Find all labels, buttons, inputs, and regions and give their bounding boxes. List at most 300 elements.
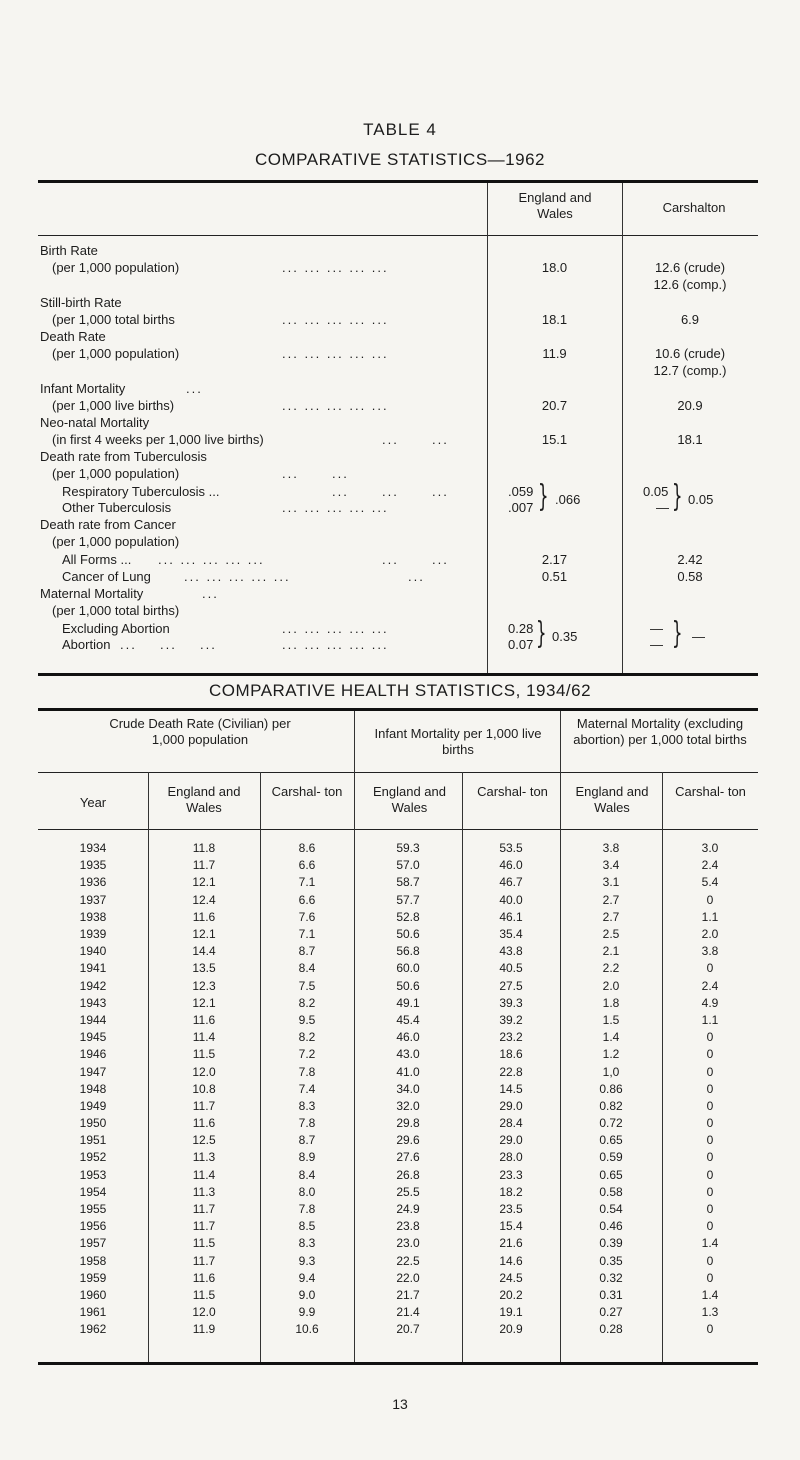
table-cell: 56.8 bbox=[396, 944, 420, 959]
table-cell: 9.9 bbox=[298, 1305, 316, 1320]
table-cell: 7.6 bbox=[298, 909, 316, 924]
table-cell: 11.7 bbox=[192, 1202, 216, 1217]
table-cell: 1951 bbox=[79, 1133, 107, 1148]
maternal-label: Maternal Mortality bbox=[40, 586, 144, 601]
table-cell: 2.0 bbox=[602, 978, 620, 993]
table-row bbox=[38, 874, 758, 891]
table-cell: 20.2 bbox=[499, 1287, 523, 1302]
table-cell: 24.9 bbox=[396, 1202, 420, 1217]
infant-mortality-ew: 20.7 bbox=[541, 398, 568, 413]
table-row bbox=[38, 909, 758, 926]
table-cell: 0.58 bbox=[599, 1184, 623, 1199]
table-cell: 2.5 bbox=[602, 927, 620, 942]
group-infant-mortality: Infant Mortality per 1,000 live births bbox=[374, 726, 542, 757]
leader-dots: ... bbox=[382, 484, 399, 499]
table-cell: 2.2 bbox=[602, 961, 620, 976]
table-cell: 27.6 bbox=[396, 1150, 420, 1165]
table-cell: 0 bbox=[706, 1202, 714, 1217]
table-cell: 1962 bbox=[79, 1322, 107, 1337]
tb-ew-respiratory: .059 bbox=[508, 484, 534, 499]
table-cell: 8.9 bbox=[298, 1150, 316, 1165]
table-cell: 0 bbox=[706, 1322, 714, 1337]
table-cell: 8.3 bbox=[298, 1236, 316, 1251]
table-cell: 1935 bbox=[79, 858, 107, 873]
table-cell: 2.7 bbox=[602, 909, 620, 924]
tb-carshalton-respiratory: 0.05 bbox=[643, 484, 669, 499]
table-cell: 11.6 bbox=[192, 1116, 216, 1131]
table-cell: 2.4 bbox=[701, 858, 719, 873]
table-cell: 8.5 bbox=[298, 1219, 316, 1234]
cancer-sub: (per 1,000 population) bbox=[52, 534, 180, 549]
table-row bbox=[38, 1201, 758, 1218]
table-cell: 8.6 bbox=[298, 841, 316, 856]
table-cell: 0 bbox=[706, 1047, 714, 1062]
table-row bbox=[38, 960, 758, 977]
maternal-abortion-label: Abortion bbox=[62, 637, 111, 652]
table-cell: 0 bbox=[706, 1133, 714, 1148]
table-cell: 8.4 bbox=[298, 1167, 316, 1182]
table-cell: 53.5 bbox=[499, 841, 523, 856]
tb-respiratory-label: Respiratory Tuberculosis ... bbox=[62, 484, 220, 499]
header-crude-carshalton: Carshal- ton bbox=[271, 784, 343, 799]
table-cell: 0 bbox=[706, 961, 714, 976]
table-cell: 0.28 bbox=[599, 1322, 623, 1337]
table-cell: 1.2 bbox=[602, 1047, 620, 1062]
table-cell: 2.1 bbox=[602, 944, 620, 959]
table-row bbox=[38, 926, 758, 943]
table-cell: 14.6 bbox=[499, 1253, 523, 1268]
leader-dots: ... bbox=[432, 432, 449, 447]
table-cell: 43.0 bbox=[396, 1047, 420, 1062]
table-cell: 12.1 bbox=[192, 875, 216, 890]
header-infant-carshalton: Carshal- ton bbox=[477, 784, 548, 799]
table-row bbox=[38, 1321, 758, 1338]
header-infant-ew: England and Wales bbox=[372, 784, 446, 815]
table-cell: 0.35 bbox=[599, 1253, 623, 1268]
table-cell: 19.1 bbox=[499, 1305, 523, 1320]
table-cell: 43.8 bbox=[499, 944, 523, 959]
still-birth-carshalton: 6.9 bbox=[680, 312, 700, 327]
table-cell: 49.1 bbox=[396, 995, 420, 1010]
still-birth-sub: (per 1,000 total births bbox=[52, 312, 175, 327]
table-cell: 46.1 bbox=[499, 909, 523, 924]
table-cell: 1.4 bbox=[701, 1236, 719, 1251]
table-cell: 11.4 bbox=[192, 1167, 216, 1182]
maternal-excluding-label: Excluding Abortion bbox=[62, 621, 170, 636]
table-cell: 22.5 bbox=[396, 1253, 420, 1268]
table-row bbox=[38, 1184, 758, 1201]
right-brace-icon: } bbox=[672, 616, 683, 651]
table-cell: 0.31 bbox=[599, 1287, 623, 1302]
leader-dots: ... ... ... ... ... bbox=[282, 621, 389, 636]
leader-dots: ... bbox=[408, 569, 425, 584]
table-row bbox=[38, 978, 758, 995]
table-label: TABLE 4 bbox=[363, 120, 437, 139]
table-cell: 8.4 bbox=[298, 961, 316, 976]
table-cell: 9.4 bbox=[298, 1270, 316, 1285]
table-cell: 8.7 bbox=[298, 1133, 316, 1148]
table-cell: 29.6 bbox=[396, 1133, 420, 1148]
leader-dots: ... bbox=[200, 637, 217, 652]
leader-dots: ... ... ... ... ... bbox=[282, 398, 389, 413]
health-statistics-title: COMPARATIVE HEALTH STATISTICS, 1934/62 bbox=[208, 681, 592, 700]
table-cell: 1950 bbox=[79, 1116, 107, 1131]
table-cell: 0 bbox=[706, 1030, 714, 1045]
table-cell: 11.3 bbox=[192, 1150, 216, 1165]
table-cell: 2.0 bbox=[701, 927, 719, 942]
leader-dots: ... bbox=[282, 466, 299, 481]
comparative-statistics-title: COMPARATIVE STATISTICS—1962 bbox=[255, 150, 545, 169]
table-cell: 7.1 bbox=[298, 875, 316, 890]
table-row bbox=[38, 1270, 758, 1287]
page-number: 13 bbox=[392, 1396, 408, 1412]
table-row bbox=[38, 1149, 758, 1166]
leader-dots: ... ... ... ... ... bbox=[158, 552, 265, 567]
table-row bbox=[38, 1081, 758, 1098]
birth-rate-label: Birth Rate bbox=[40, 243, 98, 258]
table-cell: 0.86 bbox=[599, 1081, 623, 1096]
table-cell: 23.0 bbox=[396, 1236, 420, 1251]
cancer-lung-ew: 0.51 bbox=[541, 569, 568, 584]
table-cell: 34.0 bbox=[396, 1081, 420, 1096]
leader-dots: ... bbox=[160, 637, 177, 652]
table-cell: 11.7 bbox=[192, 858, 216, 873]
table1-top-rule bbox=[38, 180, 758, 183]
table-cell: 0.54 bbox=[599, 1202, 623, 1217]
leader-dots: ... bbox=[432, 552, 449, 567]
leader-dots: ... ... ... ... ... bbox=[282, 346, 389, 361]
table-cell: 23.3 bbox=[499, 1167, 523, 1182]
maternal-carshalton-total: — bbox=[692, 629, 705, 644]
table-row bbox=[38, 1115, 758, 1132]
table-cell: 1939 bbox=[79, 927, 107, 942]
table2-header-rule bbox=[38, 829, 758, 830]
table-row bbox=[38, 1046, 758, 1063]
table-cell: 3.8 bbox=[701, 944, 719, 959]
table-cell: 1952 bbox=[79, 1150, 107, 1165]
table-cell: 1953 bbox=[79, 1167, 107, 1182]
table-cell: 1.8 bbox=[602, 995, 620, 1010]
table-cell: 7.4 bbox=[298, 1081, 316, 1096]
table-cell: 1946 bbox=[79, 1047, 107, 1062]
table-row bbox=[38, 1098, 758, 1115]
table-row bbox=[38, 1132, 758, 1149]
table-cell: 1940 bbox=[79, 944, 107, 959]
table-cell: 1944 bbox=[79, 1012, 107, 1027]
table-cell: 50.6 bbox=[396, 978, 420, 993]
table-row bbox=[38, 995, 758, 1012]
tb-sub: (per 1,000 population) bbox=[52, 466, 180, 481]
table-cell: 1948 bbox=[79, 1081, 107, 1096]
table-cell: 46.7 bbox=[499, 875, 523, 890]
table-cell: 8.2 bbox=[298, 1030, 316, 1045]
table-cell: 0.65 bbox=[599, 1133, 623, 1148]
table-cell: 40.0 bbox=[499, 892, 523, 907]
table-cell: 57.7 bbox=[396, 892, 420, 907]
table-row bbox=[38, 1063, 758, 1080]
table-cell: 41.0 bbox=[396, 1064, 420, 1079]
table-cell: 18.6 bbox=[499, 1047, 523, 1062]
table-cell: 11.6 bbox=[192, 1270, 216, 1285]
table-cell: 1960 bbox=[79, 1287, 107, 1302]
table-cell: 1.1 bbox=[701, 1012, 719, 1027]
table-cell: 3.1 bbox=[602, 875, 620, 890]
table-cell: 1949 bbox=[79, 1098, 107, 1113]
tb-ew-other: .007 bbox=[508, 500, 534, 515]
table-cell: 1961 bbox=[79, 1305, 107, 1320]
infant-mortality-carshalton: 20.9 bbox=[677, 398, 703, 413]
maternal-carshalton-excluding: — bbox=[650, 621, 663, 636]
table-cell: 0 bbox=[706, 1064, 714, 1079]
table-cell: 0.46 bbox=[599, 1219, 623, 1234]
table-cell: 1958 bbox=[79, 1253, 107, 1268]
table-cell: 9.5 bbox=[298, 1012, 316, 1027]
table-cell: 3.8 bbox=[602, 841, 620, 856]
table-cell: 11.6 bbox=[192, 1012, 216, 1027]
table-row bbox=[38, 1287, 758, 1304]
table1-divider-1 bbox=[487, 183, 488, 673]
table-cell: 0.59 bbox=[599, 1150, 623, 1165]
leader-dots: ... bbox=[382, 432, 399, 447]
table-cell: 1.4 bbox=[701, 1287, 719, 1302]
right-brace-icon: } bbox=[536, 616, 547, 651]
leader-dots: ... ... ... ... ... bbox=[184, 569, 291, 584]
table-row bbox=[38, 840, 758, 857]
header-crude-ew: England and Wales bbox=[167, 784, 241, 815]
table-cell: 1947 bbox=[79, 1064, 107, 1079]
cancer-lung-carshalton: 0.58 bbox=[677, 569, 703, 584]
table-cell: 29.0 bbox=[499, 1098, 523, 1113]
table-cell: 7.1 bbox=[298, 927, 316, 942]
still-birth-label: Still-birth Rate bbox=[40, 295, 122, 310]
table-cell: 0.27 bbox=[599, 1305, 623, 1320]
cancer-lung-label: Cancer of Lung bbox=[62, 569, 151, 584]
table-cell: 21.7 bbox=[396, 1287, 420, 1302]
table-cell: 1.5 bbox=[602, 1012, 620, 1027]
table-cell: 12.1 bbox=[192, 995, 216, 1010]
table-cell: 21.4 bbox=[396, 1305, 420, 1320]
table-row bbox=[38, 1304, 758, 1321]
table-cell: 45.4 bbox=[396, 1012, 420, 1027]
maternal-carshalton-abortion: — bbox=[650, 637, 663, 652]
still-birth-ew: 18.1 bbox=[541, 312, 568, 327]
table-cell: 3.0 bbox=[701, 841, 719, 856]
table-cell: 50.6 bbox=[396, 927, 420, 942]
table-cell: 23.2 bbox=[499, 1030, 523, 1045]
table-cell: 1.1 bbox=[701, 909, 719, 924]
table-row bbox=[38, 1218, 758, 1235]
table-row bbox=[38, 1012, 758, 1029]
table-cell: 11.7 bbox=[192, 1253, 216, 1268]
table-cell: 26.8 bbox=[396, 1167, 420, 1182]
table-row bbox=[38, 1253, 758, 1270]
table-cell: 14.4 bbox=[192, 944, 216, 959]
table-cell: 8.0 bbox=[298, 1184, 316, 1199]
header-carshalton: Carshalton bbox=[662, 200, 726, 215]
table-cell: 1959 bbox=[79, 1270, 107, 1285]
table-cell: 1941 bbox=[79, 961, 107, 976]
table-cell: 1945 bbox=[79, 1030, 107, 1045]
leader-dots: ... ... ... ... ... bbox=[282, 500, 389, 515]
cancer-all-ew: 2.17 bbox=[541, 552, 568, 567]
table-cell: 11.9 bbox=[192, 1322, 216, 1337]
right-brace-icon: } bbox=[538, 479, 549, 514]
tb-label: Death rate from Tuberculosis bbox=[40, 449, 207, 464]
neonatal-sub: (in first 4 weeks per 1,000 live births) bbox=[52, 432, 264, 447]
table-cell: 1942 bbox=[79, 978, 107, 993]
infant-mortality-sub: (per 1,000 live births) bbox=[52, 398, 175, 413]
table-cell: 0 bbox=[706, 1253, 714, 1268]
table-cell: 12.0 bbox=[192, 1064, 216, 1079]
table-cell: 12.5 bbox=[192, 1133, 216, 1148]
table-cell: 0 bbox=[706, 1219, 714, 1234]
table-cell: 0 bbox=[706, 1098, 714, 1113]
table-cell: 1955 bbox=[79, 1202, 107, 1217]
header-maternal-carshalton: Carshal- ton bbox=[675, 784, 746, 799]
neonatal-carshalton: 18.1 bbox=[677, 432, 703, 447]
table-cell: 6.6 bbox=[298, 858, 316, 873]
table-row bbox=[38, 1235, 758, 1252]
leader-dots: ... bbox=[332, 484, 349, 499]
table-cell: 1954 bbox=[79, 1184, 107, 1199]
right-brace-icon: } bbox=[672, 479, 683, 514]
table-cell: 21.6 bbox=[499, 1236, 523, 1251]
health-statistics-body bbox=[38, 840, 758, 1338]
birth-rate-carshalton-comp: 12.6 (comp.) bbox=[653, 277, 727, 292]
tb-carshalton-total: 0.05 bbox=[688, 492, 714, 507]
table-cell: 60.0 bbox=[396, 961, 420, 976]
table-cell: 8.2 bbox=[298, 995, 316, 1010]
table-cell: 1.4 bbox=[602, 1030, 620, 1045]
table-cell: 7.8 bbox=[298, 1116, 316, 1131]
table-cell: 57.0 bbox=[396, 858, 420, 873]
table-cell: 11.5 bbox=[192, 1287, 216, 1302]
death-rate-carshalton-crude: 10.6 (crude) bbox=[654, 346, 726, 361]
table-cell: 11.6 bbox=[192, 909, 216, 924]
table-cell: 12.1 bbox=[192, 927, 216, 942]
table2-top-rule bbox=[38, 708, 758, 711]
table-cell: 1.3 bbox=[701, 1305, 719, 1320]
table-cell: 10.6 bbox=[295, 1322, 319, 1337]
table-cell: 0 bbox=[706, 1167, 714, 1182]
table-cell: 1934 bbox=[79, 841, 107, 856]
table1-divider-2 bbox=[622, 183, 623, 673]
table-cell: 12.4 bbox=[192, 892, 216, 907]
table-cell: 0 bbox=[706, 1150, 714, 1165]
table-cell: 0 bbox=[706, 892, 714, 907]
table-cell: 1956 bbox=[79, 1219, 107, 1234]
maternal-sub: (per 1,000 total births) bbox=[52, 603, 180, 618]
table-cell: 12.3 bbox=[192, 978, 216, 993]
group-crude-death-rate: Crude Death Rate (Civilian) per 1,000 population bbox=[109, 716, 291, 747]
leader-dots: ... bbox=[120, 637, 137, 652]
table-cell: 0 bbox=[706, 1184, 714, 1199]
tb-carshalton-other: — bbox=[656, 500, 669, 515]
table-cell: 0.65 bbox=[599, 1167, 623, 1182]
table-cell: 13.5 bbox=[192, 961, 216, 976]
table-cell: 6.6 bbox=[298, 892, 316, 907]
birth-rate-ew: 18.0 bbox=[541, 260, 568, 275]
table-cell: 7.2 bbox=[298, 1047, 316, 1062]
table-cell: 39.3 bbox=[499, 995, 523, 1010]
birth-rate-sub: (per 1,000 population) bbox=[52, 260, 180, 275]
birth-rate-carshalton-crude: 12.6 (crude) bbox=[654, 260, 726, 275]
table-cell: 0 bbox=[706, 1270, 714, 1285]
table1-header-rule bbox=[38, 235, 758, 236]
table-cell: 25.5 bbox=[396, 1184, 420, 1199]
death-rate-carshalton-comp: 12.7 (comp.) bbox=[653, 363, 727, 378]
neonatal-label: Neo-natal Mortality bbox=[40, 415, 150, 430]
table-cell: 28.0 bbox=[499, 1150, 523, 1165]
table-cell: 9.3 bbox=[298, 1253, 316, 1268]
table-cell: 29.0 bbox=[499, 1133, 523, 1148]
table-row bbox=[38, 892, 758, 909]
table-cell: 58.7 bbox=[396, 875, 420, 890]
table-cell: 1936 bbox=[79, 875, 107, 890]
table-cell: 11.3 bbox=[192, 1184, 216, 1199]
table-cell: 15.4 bbox=[499, 1219, 523, 1234]
table-cell: 46.0 bbox=[396, 1030, 420, 1045]
table-cell: 18.2 bbox=[499, 1184, 523, 1199]
table-cell: 4.9 bbox=[701, 995, 719, 1010]
table-cell: 22.8 bbox=[499, 1064, 523, 1079]
table-cell: 0.39 bbox=[599, 1236, 623, 1251]
table-row bbox=[38, 1167, 758, 1184]
table-cell: 1938 bbox=[79, 909, 107, 924]
table2-bottom-rule bbox=[38, 1362, 758, 1365]
table-row bbox=[38, 857, 758, 874]
group-maternal-mortality: Maternal Mortality (excluding abortion) per 1,000 total births bbox=[573, 716, 747, 747]
table-row bbox=[38, 943, 758, 960]
table-row bbox=[38, 1029, 758, 1046]
table-cell: 3.4 bbox=[602, 858, 620, 873]
leader-dots: ... bbox=[382, 552, 399, 567]
table-cell: 11.4 bbox=[192, 1030, 216, 1045]
health-statistics-table bbox=[38, 840, 758, 1338]
maternal-ew-abortion: 0.07 bbox=[508, 637, 534, 652]
table-cell: 8.7 bbox=[298, 944, 316, 959]
maternal-ew-excluding: 0.28 bbox=[508, 621, 534, 636]
leader-dots: ... bbox=[202, 586, 219, 601]
cancer-label: Death rate from Cancer bbox=[40, 517, 176, 532]
leader-dots: ... ... ... ... ... bbox=[282, 637, 389, 652]
table-cell: 2.7 bbox=[602, 892, 620, 907]
table-cell: 40.5 bbox=[499, 961, 523, 976]
table1-bottom-rule bbox=[38, 673, 758, 676]
table-cell: 2.4 bbox=[701, 978, 719, 993]
table-cell: 46.0 bbox=[499, 858, 523, 873]
neonatal-ew: 15.1 bbox=[541, 432, 568, 447]
table-cell: 52.8 bbox=[396, 909, 420, 924]
leader-dots: ... ... ... ... ... bbox=[282, 260, 389, 275]
table-cell: 5.4 bbox=[701, 875, 719, 890]
table-cell: 8.3 bbox=[298, 1098, 316, 1113]
header-maternal-ew: England and Wales bbox=[575, 784, 649, 815]
table-cell: 22.0 bbox=[396, 1270, 420, 1285]
maternal-ew-total: 0.35 bbox=[552, 629, 578, 644]
table-cell: 0 bbox=[706, 1116, 714, 1131]
table-cell: 0.72 bbox=[599, 1116, 623, 1131]
table-cell: 14.5 bbox=[499, 1081, 523, 1096]
tb-other-label: Other Tuberculosis bbox=[62, 500, 172, 515]
table-cell: 0.32 bbox=[599, 1270, 623, 1285]
table-cell: 0.82 bbox=[599, 1098, 623, 1113]
cancer-all-carshalton: 2.42 bbox=[677, 552, 703, 567]
table-cell: 39.2 bbox=[499, 1012, 523, 1027]
table-cell: 1943 bbox=[79, 995, 107, 1010]
table-cell: 23.5 bbox=[499, 1202, 523, 1217]
table-cell: 24.5 bbox=[499, 1270, 523, 1285]
